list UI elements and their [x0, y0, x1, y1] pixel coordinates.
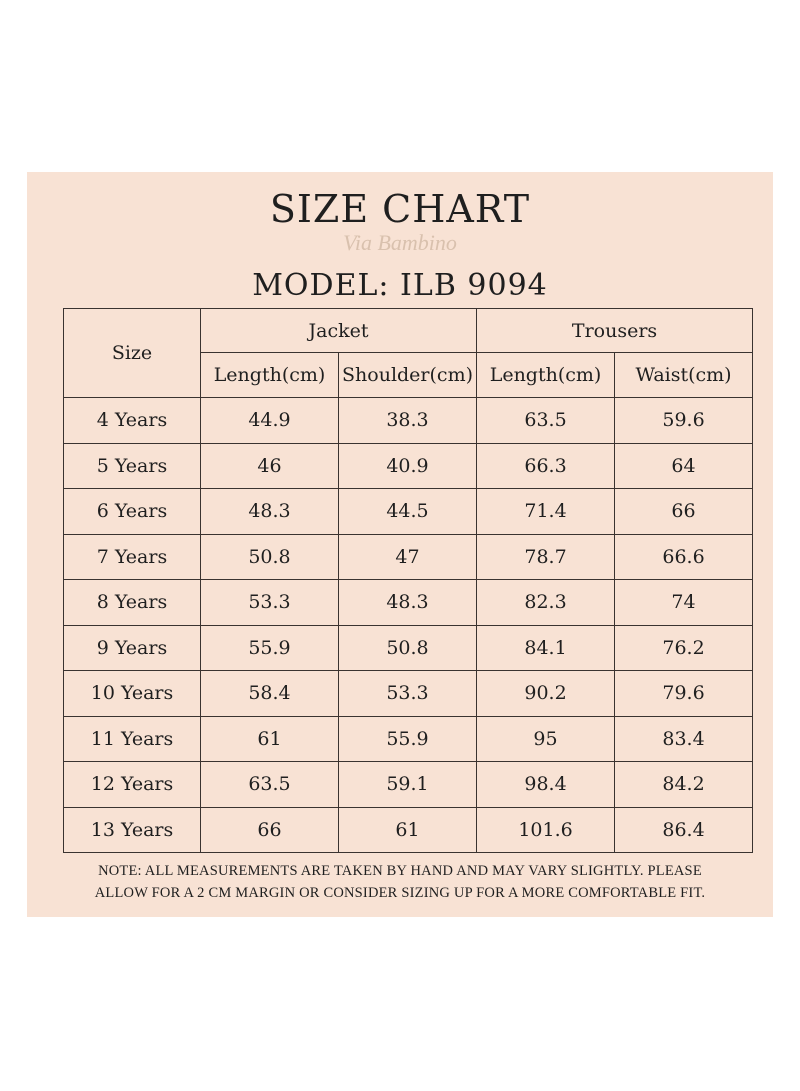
value-cell: 101.6	[477, 807, 615, 853]
model-number: MODEL: ILB 9094	[252, 268, 548, 303]
value-cell: 63.5	[477, 398, 615, 444]
value-cell: 53.3	[201, 580, 339, 626]
value-cell: 79.6	[615, 671, 753, 717]
value-cell: 83.4	[615, 716, 753, 762]
value-cell: 63.5	[201, 762, 339, 808]
size-cell: 13 Years	[64, 807, 201, 853]
value-cell: 84.2	[615, 762, 753, 808]
table-row	[64, 762, 753, 808]
size-cell: 5 Years	[64, 443, 201, 489]
value-cell: 76.2	[615, 625, 753, 671]
note-line-1: NOTE: ALL MEASUREMENTS ARE TAKEN BY HAND AND MAY VARY SLIGHTLY. PLEASE	[98, 863, 702, 879]
value-cell: 66	[201, 807, 339, 853]
size-chart-card	[27, 172, 773, 917]
size-cell: 4 Years	[64, 398, 201, 444]
value-cell: 46	[201, 443, 339, 489]
size-cell: 12 Years	[64, 762, 201, 808]
value-cell: 50.8	[201, 534, 339, 580]
value-cell: 66.3	[477, 443, 615, 489]
value-cell: 90.2	[477, 671, 615, 717]
value-cell: 64	[615, 443, 753, 489]
value-cell: 58.4	[201, 671, 339, 717]
measurement-note	[27, 860, 773, 904]
value-cell: 53.3	[339, 671, 477, 717]
value-cell: 66	[615, 489, 753, 535]
value-cell: 47	[339, 534, 477, 580]
value-cell: 40.9	[339, 443, 477, 489]
value-cell: 98.4	[477, 762, 615, 808]
table-row	[64, 807, 753, 853]
table-row	[64, 534, 753, 580]
table-group-header-row	[64, 309, 753, 353]
table-row	[64, 671, 753, 717]
value-cell: 55.9	[339, 716, 477, 762]
size-column-header: Size	[64, 309, 201, 398]
value-cell: 59.6	[615, 398, 753, 444]
brand-logo: Via Bambino	[343, 230, 457, 255]
table-row	[64, 398, 753, 444]
value-cell: 44.5	[339, 489, 477, 535]
value-cell: 55.9	[201, 625, 339, 671]
size-cell: 9 Years	[64, 625, 201, 671]
value-cell: 59.1	[339, 762, 477, 808]
size-cell: 11 Years	[64, 716, 201, 762]
value-cell: 74	[615, 580, 753, 626]
table-row	[64, 489, 753, 535]
table-row	[64, 580, 753, 626]
value-cell: 78.7	[477, 534, 615, 580]
value-cell: 44.9	[201, 398, 339, 444]
jacket-group-header: Jacket	[201, 309, 477, 353]
trousers-length-header: Length(cm)	[477, 353, 615, 398]
value-cell: 82.3	[477, 580, 615, 626]
trousers-waist-header: Waist(cm)	[615, 353, 753, 398]
value-cell: 66.6	[615, 534, 753, 580]
value-cell: 38.3	[339, 398, 477, 444]
size-cell: 8 Years	[64, 580, 201, 626]
value-cell: 71.4	[477, 489, 615, 535]
page-title: SIZE CHART	[269, 187, 531, 231]
table-row	[64, 443, 753, 489]
value-cell: 95	[477, 716, 615, 762]
value-cell: 86.4	[615, 807, 753, 853]
size-cell: 6 Years	[64, 489, 201, 535]
jacket-shoulder-header: Shoulder(cm)	[339, 353, 477, 398]
value-cell: 50.8	[339, 625, 477, 671]
trousers-group-header: Trousers	[477, 309, 753, 353]
value-cell: 48.3	[339, 580, 477, 626]
size-cell: 7 Years	[64, 534, 201, 580]
value-cell: 84.1	[477, 625, 615, 671]
value-cell: 61	[201, 716, 339, 762]
note-line-2: ALLOW FOR A 2 CM MARGIN OR CONSIDER SIZING UP FOR A MORE COMFORTABLE FIT.	[94, 885, 706, 901]
value-cell: 61	[339, 807, 477, 853]
value-cell: 48.3	[201, 489, 339, 535]
table-row	[64, 625, 753, 671]
size-cell: 10 Years	[64, 671, 201, 717]
size-table	[63, 308, 753, 853]
jacket-length-header: Length(cm)	[201, 353, 339, 398]
table-row	[64, 716, 753, 762]
